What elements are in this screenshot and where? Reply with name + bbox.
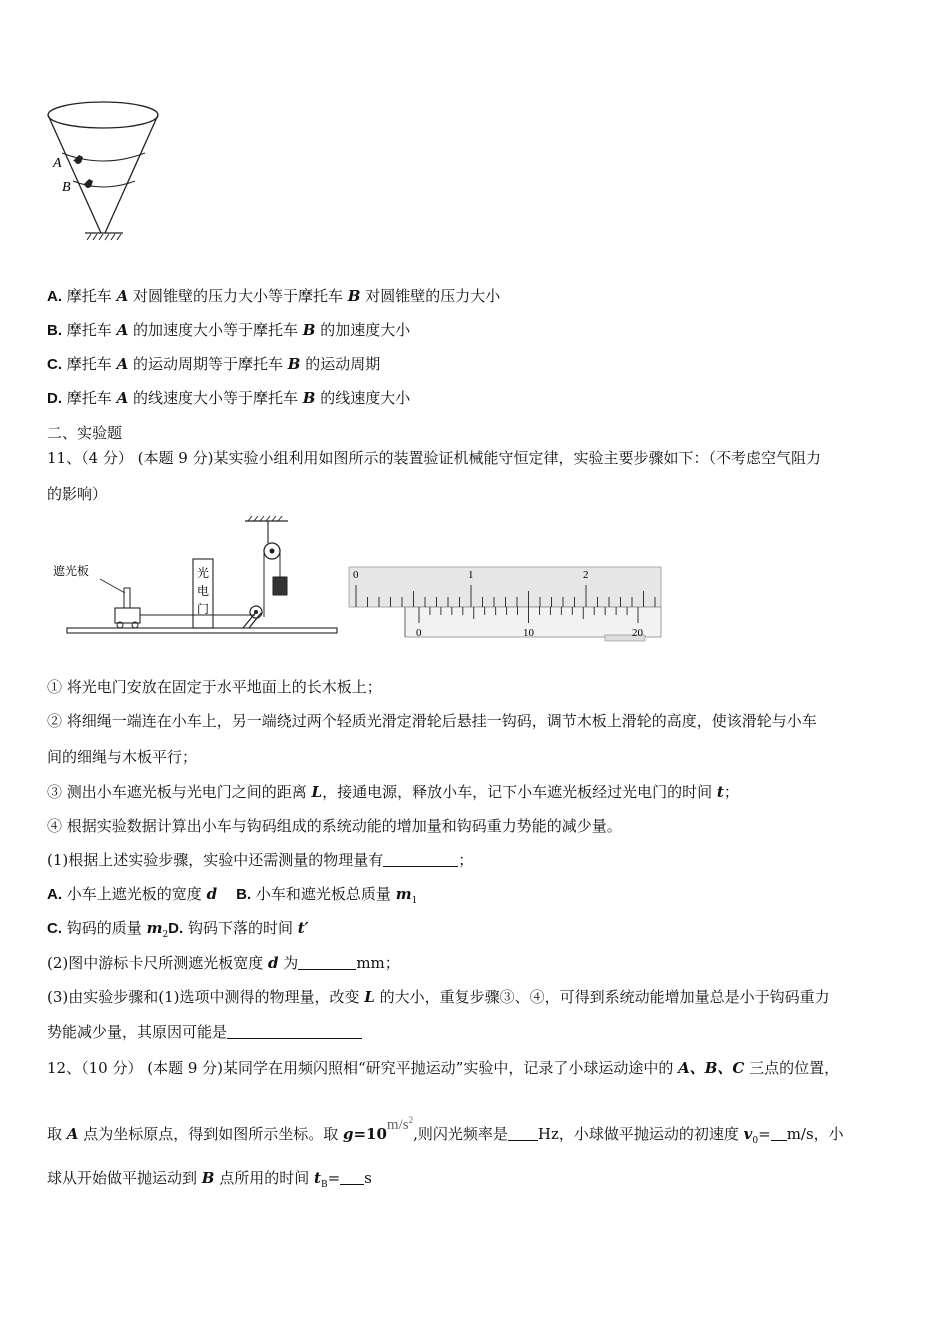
frequency-blank[interactable]	[508, 1126, 538, 1141]
vernier-label-20: 20	[632, 627, 643, 639]
option-a: A. 摩托车 A 对圆锥壁的压力大小等于摩托车 B 对圆锥壁的压力大小	[47, 287, 501, 305]
part-3-cont: 势能减少量，其原因可能是	[47, 1022, 362, 1042]
answer-blank-3[interactable]	[227, 1024, 362, 1039]
label-b: B	[62, 180, 71, 195]
time-blank[interactable]	[340, 1170, 364, 1185]
step-3: ③ 测出小车遮光板与光电门之间的距离 L，接通电源，释放小车，记下小车遮光板经过光电门的时间 t；	[47, 783, 739, 801]
section-title: 二、实验题	[47, 424, 123, 442]
step-1: ① 将光电门安放在固定于水平地面上的长木板上；	[47, 678, 382, 696]
q12-line-2: 取 A 点为坐标原点，得到如图所示坐标。取 $g=10m/s^2$,则闪光频率是 Hz，小球做平抛运动的初速度 $v_0= m/s$，小	[47, 1115, 844, 1146]
option-b: B. 摩托车 A 的加速度大小等于摩托车 B 的加速度大小	[47, 321, 411, 339]
gate-char-3: 门	[197, 602, 210, 616]
shutter-label: 遮光板	[53, 564, 90, 578]
part-1-options-cd: C. 钩码的质量 $m_2D$. 钩码下落的时间 t′	[47, 919, 309, 940]
gate-char-1: 光	[197, 566, 210, 580]
q12-line-3: 球从开始做平抛运动到 B 点所用的时间 $t_B= s$	[47, 1169, 372, 1190]
main-scale-label-0: 0	[353, 569, 359, 581]
part-1: (1)根据上述实验步骤，实验中还需测量的物理量有 ；	[47, 851, 474, 869]
part-1-options-ab: A. 小车上遮光板的宽度 d B. 小车和遮光板总质量 $m_1$	[47, 885, 418, 906]
q11-stem: 11、（4 分） (本题 9 分)某实验小组利用如图所示的装置验证机械能守恒定律，实验主要步骤如下：（不考虑空气阻力	[47, 449, 821, 467]
part-3: (3)由实验步骤和(1)选项中测得的物理量，改变 L 的大小，重复步骤③、④，可得到系统动能增加量总是小于钩码重力	[47, 988, 830, 1006]
part-2: (2)图中游标卡尺所测遮光板宽度 d 为 mm；	[47, 954, 400, 972]
answer-blank-2[interactable]	[298, 955, 356, 970]
step-4: ④ 根据实验数据计算出小车与钩码组成的系统动能的增加量和钩码重力势能的减少量。	[47, 817, 622, 835]
q11-stem-cont: 的影响）	[47, 485, 108, 503]
label-a: A	[53, 156, 62, 171]
gate-char-2: 电	[197, 584, 210, 598]
q12-stem: 12、（10 分） (本题 9 分)某同学在用频闪照相“研究平抛运动”实验中，记录了小球运动途中的 A、B、C 三点的位置，	[47, 1059, 840, 1077]
cone-figure	[45, 95, 170, 245]
step-2-cont: 间的细绳与木板平行；	[47, 748, 198, 766]
vernier-label-10: 10	[523, 627, 534, 639]
main-scale-label-1: 1	[468, 569, 474, 581]
option-d: D. 摩托车 A 的线速度大小等于摩托车 B 的线速度大小	[47, 389, 411, 407]
vernier-label-0: 0	[416, 627, 422, 639]
apparatus-figure	[45, 513, 345, 645]
vernier-caliper-figure	[345, 563, 665, 645]
main-scale-label-2: 2	[583, 569, 589, 581]
velocity-blank[interactable]	[771, 1126, 787, 1141]
step-2: ② 将细绳一端连在小车上，另一端绕过两个轻质光滑定滑轮后悬挂一钩码，调节木板上滑轮的高度，使该滑轮与小车	[47, 712, 817, 730]
answer-blank-1[interactable]	[383, 852, 458, 867]
option-c: C. 摩托车 A 的运动周期等于摩托车 B 的运动周期	[47, 355, 381, 373]
